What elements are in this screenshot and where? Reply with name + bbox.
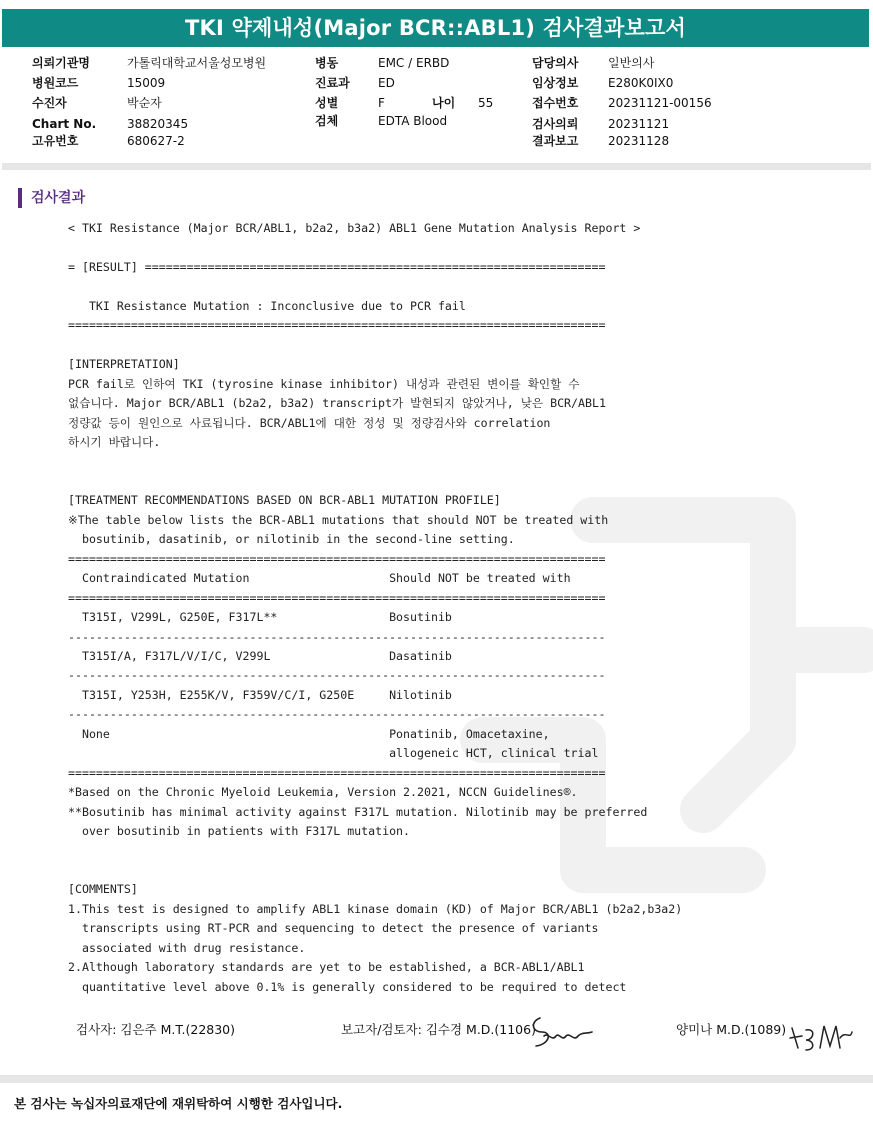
report-line: allogeneic HCT, clinical trial [68,746,599,761]
label-requesting-institution: 의뢰기관명 [32,56,90,70]
label-accession-no: 접수번호 [532,96,579,110]
header-divider [2,163,871,170]
report-line: T315I, Y253H, E255K/V, F359V/C/I, G250E Nilotinib [68,687,452,702]
report-line: associated with drug resistance. [68,940,306,955]
label-age: 나이 [432,96,456,110]
report-line: ============================================================================= [68,551,606,566]
report-line: ============================================================================= [68,765,606,780]
value-request-date: 20231121 [608,117,670,131]
section-title-results: 검사결과 [18,188,85,208]
report-line: over bosutinib in patients with F317L mutation. [68,824,411,839]
tester-signature-label: 검사자: 김은주 M.T.(22830) [76,1022,236,1037]
report-line: Contraindicated Mutation Should NOT be treated with [68,571,571,586]
report-body [68,219,768,997]
report-line: ----------------------------------------------------------------------------- [68,707,606,722]
report-line: 1.This test is designed to amplify ABL1 kinase domain (KD) of Major BCR/ABL1 (b2a2,b3a2) [68,901,683,916]
reporter-signature-mark [526,1012,596,1054]
value-specimen: EDTA Blood [378,114,448,128]
value-hospital-code: 15009 [127,76,166,90]
report-line: *Based on the Chronic Myeloid Leukemia, Version 2.2021, NCCN Guidelines®. [68,785,578,800]
reporter-signature-label: 보고자/검토자: 김수경 M.D.(1106) [341,1022,536,1037]
value-clinical-info: E280K0IX0 [608,76,674,90]
value-sex: F [378,96,385,110]
value-requesting-institution: 가톨릭대학교서울성모병원 [127,56,267,70]
label-request-date: 검사의뢰 [532,117,579,131]
label-clinical-info: 임상정보 [532,76,579,90]
report-line: ----------------------------------------------------------------------------- [68,668,606,683]
report-line: ----------------------------------------------------------------------------- [68,629,606,644]
value-ward: EMC / ERBD [378,56,450,70]
value-department: ED [378,76,395,90]
value-patient: 박순자 [127,96,162,110]
report-line: None Ponatinib, Omacetaxine, [68,726,550,741]
value-unique-id: 680627-2 [127,134,185,148]
label-attending-doctor: 담당의사 [532,56,579,70]
label-report-date: 결과보고 [532,134,579,148]
value-age: 55 [478,96,494,110]
report-line: transcripts using RT-PCR and sequencing to detect the presence of variants [68,921,599,936]
report-line: T315I, V299L, G250E, F317L** Bosutinib [68,610,452,625]
report-line: [TREATMENT RECOMMENDATIONS BASED ON BCR-ABL1 MUTATION PROFILE] [68,493,501,508]
report-line: 없습니다. Major BCR/ABL1 (b2a2, b3a2) transcript가 발현되지 않았거나, 낮은 BCR/ABL1 [68,396,606,411]
label-patient: 수진자 [32,96,67,110]
report-line: = [RESULT] ================================================================== [68,259,606,274]
report-line: 2.Although laboratory standards are yet to be established, a BCR-ABL1/ABL1 [68,960,585,975]
report-line: TKI Resistance Mutation : Inconclusive due to PCR fail [68,298,466,313]
label-chart-no: Chart No. [32,117,97,131]
report-line: 정량값 등이 원인으로 사료됩니다. BCR/ABL1에 대한 정성 및 정량검사와 correlation [68,415,551,430]
label-department: 진료과 [315,76,350,90]
reviewer-signature-mark [788,1018,854,1054]
label-ward: 병동 [315,56,339,70]
report-line: bosutinib, dasatinib, or nilotinib in the second-line setting. [68,532,515,547]
report-line: quantitative level above 0.1% is generally considered to be required to detect [68,979,627,994]
report-line: [COMMENTS] [68,882,138,897]
label-unique-id: 고유번호 [32,134,79,148]
label-specimen: 검체 [315,114,339,128]
label-hospital-code: 병원코드 [32,76,79,90]
reviewer-signature-label: 양미나 M.D.(1089) [676,1022,787,1037]
patient-info-header [0,55,873,150]
report-line: < TKI Resistance (Major BCR/ABL1, b2a2, b3a2) ABL1 Gene Mutation Analysis Report > [68,221,641,235]
report-line: T315I/A, F317L/V/I/C, V299L Dasatinib [68,648,452,663]
report-line: **Bosutinib has minimal activity against F317L mutation. Nilotinib may be preferred [68,804,648,819]
value-attending-doctor: 일반의사 [608,56,655,70]
footer-divider [0,1075,873,1083]
value-chart-no: 38820345 [127,117,189,131]
report-line: 하시기 바랍니다. [68,434,161,449]
footer-outsourcing-note: 본 검사는 녹십자의료재단에 재위탁하여 시행한 검사입니다. [14,1096,343,1111]
label-sex: 성별 [315,96,339,110]
report-line: ※The table below lists the BCR-ABL1 mutations that should NOT be treated with [68,512,609,527]
report-line: [INTERPRETATION] [68,357,180,372]
report-line: ============================================================================= [68,590,606,605]
value-report-date: 20231128 [608,134,670,148]
report-title: TKI 약제내성(Major BCR::ABL1) 검사결과보고서 [2,9,869,47]
value-accession-no: 20231121-00156 [608,96,712,110]
report-line: PCR fail로 인하여 TKI (tyrosine kinase inhibitor) 내성과 관련된 변이를 확인할 수 [68,376,580,391]
report-line: ============================================================================= [68,318,606,333]
